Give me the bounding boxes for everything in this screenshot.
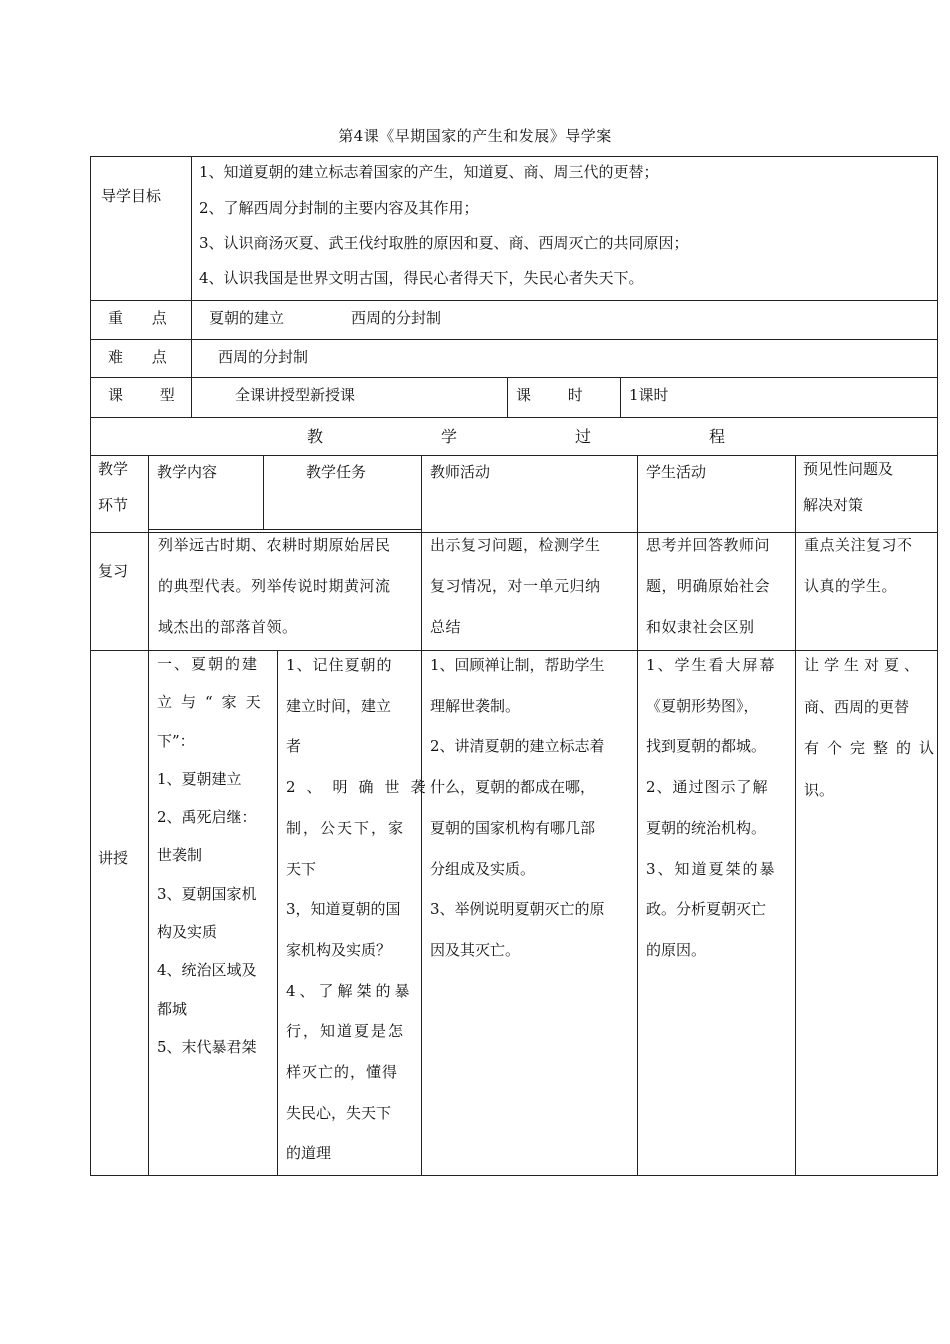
objective-item: 1、知道夏朝的建立标志着国家的产生，知道夏、商、周三代的更替； <box>199 163 659 181</box>
document-title: 第4课《早期国家的产生和发展》导学案 <box>338 127 612 145</box>
lecture-task: 1、记住夏朝的 建立时间，建立 者 2、明确世袭 制，公天下，家 天下 3，知道夏朝的国 家机构及实质？ 4、了解桀的暴 行，知道夏是怎 样灭亡的，懂得 失民心，失天下 的道理 <box>286 656 437 1163</box>
key-point-2: 西周的分封制 <box>351 309 442 327</box>
objectives-label: 导学目标 <box>101 187 162 205</box>
lecture-stage: 讲授 <box>98 849 129 867</box>
header-student: 学生活动 <box>646 463 707 481</box>
lecture-content: 一、夏朝的建 立与“家天 下”： 1、夏朝建立 2、禹死启继： 世袭制 3、夏朝国家机 构及实质 4、统治区域及 都城 5、末代暴君桀 <box>157 655 270 1056</box>
key-points-label: 重 点 <box>108 309 167 327</box>
lecture-teacher: 1、回顾禅让制，帮助学生 理解世袭制。 2、讲清夏朝的建立标志着 什么，夏朝的都成在哪， 夏朝的国家机构有哪几部 分组成及实质。 3、举例说明夏朝灭亡的原 因及其灭亡。 <box>430 656 605 959</box>
header-stage: 教学 环节 <box>98 460 129 514</box>
header-content: 教学内容 <box>157 463 218 481</box>
review-prediction: 重点关注复习不 认真的学生。 <box>804 536 913 595</box>
review-stage: 复习 <box>98 562 129 580</box>
objective-item: 4、认识我国是世界文明古国，得民心者得天下，失民心者失天下。 <box>199 269 644 287</box>
lesson-type-value: 全课讲授型新授课 <box>235 386 356 404</box>
lecture-student: 1、学生看大屏幕 《夏朝形势图》， 找到夏朝的都城。 2、通过图示了解 夏朝的统治机构。 3、知道夏桀的暴 政。分析夏朝灭亡 的原因。 <box>646 656 777 959</box>
difficulty-value: 西周的分封制 <box>218 348 309 366</box>
difficulty-label: 难 点 <box>108 348 167 366</box>
lesson-hours-label: 课 时 <box>516 386 583 404</box>
header-teacher: 教师活动 <box>430 463 491 481</box>
lesson-type-label: 课 型 <box>108 386 175 404</box>
process-char: 程 <box>709 427 726 446</box>
header-prediction: 预见性问题及 解决对策 <box>803 460 894 514</box>
process-char: 学 <box>441 427 458 446</box>
review-teacher: 出示复习问题，检测学生 复习情况，对一单元归纳 总结 <box>430 536 601 636</box>
lesson-hours-value: 1课时 <box>629 386 669 404</box>
lecture-prediction: 让学生对夏、 商、西周的更替 有个完整的认 识。 <box>804 656 943 799</box>
objective-item: 2、了解西周分封制的主要内容及其作用； <box>199 199 479 217</box>
review-content: 列举远古时期、农耕时期原始居民 的典型代表。列举传说时期黄河流 域杰出的部落首领。 <box>158 536 391 636</box>
key-point-1: 夏朝的建立 <box>209 309 285 327</box>
review-student: 思考并回答教师问 题，明确原始社会 和奴隶社会区别 <box>646 536 771 636</box>
process-char: 过 <box>575 427 592 446</box>
process-char: 教 <box>307 427 324 446</box>
header-task: 教学任务 <box>306 463 367 481</box>
objective-item: 3、认识商汤灭夏、武王伐纣取胜的原因和夏、商、西周灭亡的共同原因； <box>199 234 689 252</box>
